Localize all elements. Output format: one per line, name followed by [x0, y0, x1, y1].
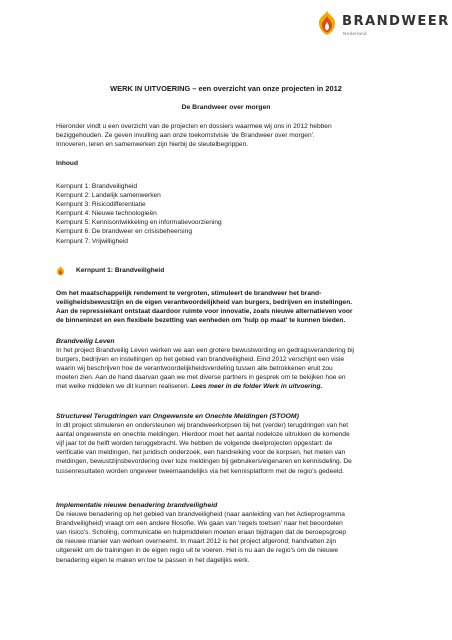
logo-wordmark: BRANDWEER: [342, 14, 450, 29]
body-line: vijf jaar tot de helft worden teruggebracht. We hebben de volgende deelprojecten opgestart: de: [56, 440, 333, 448]
flame-emblem-icon: [316, 10, 338, 36]
body-line: verificatie van meldingen, het juridisch onderzoek, een handreiking voor de korpsen, het meten van: [56, 449, 346, 457]
intro-line: Hieronder vindt u een overzicht van de projecten en dossiers waarmee wij ons in 2012 hebben: [56, 123, 332, 130]
toc-item[interactable]: Kernpunt 5: Kennisontwikkeling en informatievoorziening: [56, 219, 222, 227]
body-line-text: met welke middelen we dit kunnen realiseren.: [56, 383, 190, 391]
body-line: uitgereikt om de trainingen in de eigen regio uit te voeren. Het is nu aan de regio's om de nieuwe: [56, 547, 339, 555]
toc-heading: Inhoud: [56, 160, 78, 167]
flame-bullet-icon: [56, 266, 65, 276]
table-of-contents: [56, 182, 406, 246]
subsection-implementatie: [56, 501, 406, 565]
subsection-title: Brandveilig Leven: [56, 338, 115, 345]
body-line: In dit project stimuleren en ondersteunen wij brandweerkorpsen bij het (verder) terugdringen van het: [56, 422, 349, 430]
subsection-stoom: [56, 412, 406, 476]
toc-item[interactable]: Kernpunt 1: Brandveiligheid: [56, 183, 138, 190]
body-line: de nieuwe manier van werken overneemt. In maart 2012 is het project afgerond; handvatten zijn: [56, 538, 337, 546]
subsection-brandveilig-leven: [56, 337, 406, 392]
body-line: tussenresultaten worden ongeveer tweemaandelijks via het kennisplatform met de regio's gedeeld.: [56, 467, 344, 475]
body-line: benadering eigen te maken en toe te passen in het dagelijks werk.: [56, 556, 250, 564]
intro-line: beziggehouden. Ze geven invulling aan onze toekomstvisie 'de Brandweer over morgen'.: [56, 132, 315, 140]
body-line: meldingen, bewustzijnsbevordering over loze meldingen bij gebruikers/eigenaren en kennisdeling. De: [56, 458, 352, 466]
body-line: van risico's. Scholing, communicatie en hulpmiddelen moeten eraan bijdragen dat de beroepsgroep: [56, 529, 347, 537]
body-line: [56, 382, 406, 391]
toc-item[interactable]: Kernpunt 3: Risicodifferentiatie: [56, 201, 146, 209]
toc-item[interactable]: Kernpunt 7: Vrijwilligheid: [56, 237, 128, 245]
document-subtitle: De Brandweer over morgen: [181, 104, 271, 111]
body-line: In het project Brandveilig Leven werken we aan een grotere bewustwording en gedragsverandering bij: [56, 347, 355, 355]
body-line: aantal ongewenste en onechte meldingen. Hierdoor moet het aantal nodeloze uitrukken de komende: [56, 431, 350, 439]
body-line: waarin wij beschrijven hoe de verantwoordelijkheidsverdeling tussen alle betrokkenen eruit zou: [56, 365, 333, 373]
folder-link[interactable]: Lees meer in de folder Werk in uitvoering.: [191, 383, 323, 391]
logo-subtitle: Nederland: [343, 31, 367, 36]
body-line: burgers, bedrijven en instellingen op het gebied van brandveiligheid. Eind 2012 verschijnt een visie: [56, 356, 345, 364]
toc-item[interactable]: Kernpunt 2: Landelijk samenwerken: [56, 192, 161, 200]
lead-line: Om het maatschappelijk rendement te vergroten, stimuleert de brandweer het brand-: [56, 290, 322, 297]
lead-line: Aan de repressiekant ontstaat daardoor ruimte voor innovatie, zoals nieuwe alternatieven voor: [56, 308, 353, 316]
lead-line: de binneninzet en een flexibele bezetting van eenheden om 'hulp op maat' te kunnen bieden.: [56, 317, 346, 325]
body-line: moeten zien. Aan de hand daarvan gaan we met diverse partners in gesprek om te bekijken hoe en: [56, 374, 346, 382]
section-lead-paragraph: [56, 289, 406, 325]
subsection-title: Implementatie nieuwe benadering brandveiligheid: [56, 502, 218, 509]
brandweer-logo: [316, 10, 450, 40]
lead-line: veiligheidsbewustzijn en de eigen verantwoordelijkheid van burgers, bedrijven en instellingen.: [56, 299, 353, 307]
body-line: De nieuwe benadering op het gebied van brandveiligheid (naar aanleiding van het Actieprogramma: [56, 511, 345, 519]
toc-item[interactable]: Kernpunt 4: Nieuwe technologieën: [56, 210, 157, 218]
section-heading-label: Kernpunt 1: Brandveiligheid: [76, 267, 165, 274]
toc-item[interactable]: Kernpunt 6: De brandweer en crisisbeheersing: [56, 228, 192, 236]
intro-paragraph: [56, 122, 406, 149]
body-line: Brandveiligheid) vraagt om een andere filosofie. We gaan van 'regels toetsen' naar het beoordelen: [56, 520, 343, 528]
intro-line: Innoveren, leren en samenwerken zijn hierbij de sleutelbegrippen.: [56, 141, 249, 149]
subsection-title: Structureel Terugdringen van Ongewenste en Onechte Meldingen (STOOM): [56, 413, 299, 420]
document-title: WERK IN UITVOERING – een overzicht van onze projecten in 2012: [110, 84, 342, 93]
